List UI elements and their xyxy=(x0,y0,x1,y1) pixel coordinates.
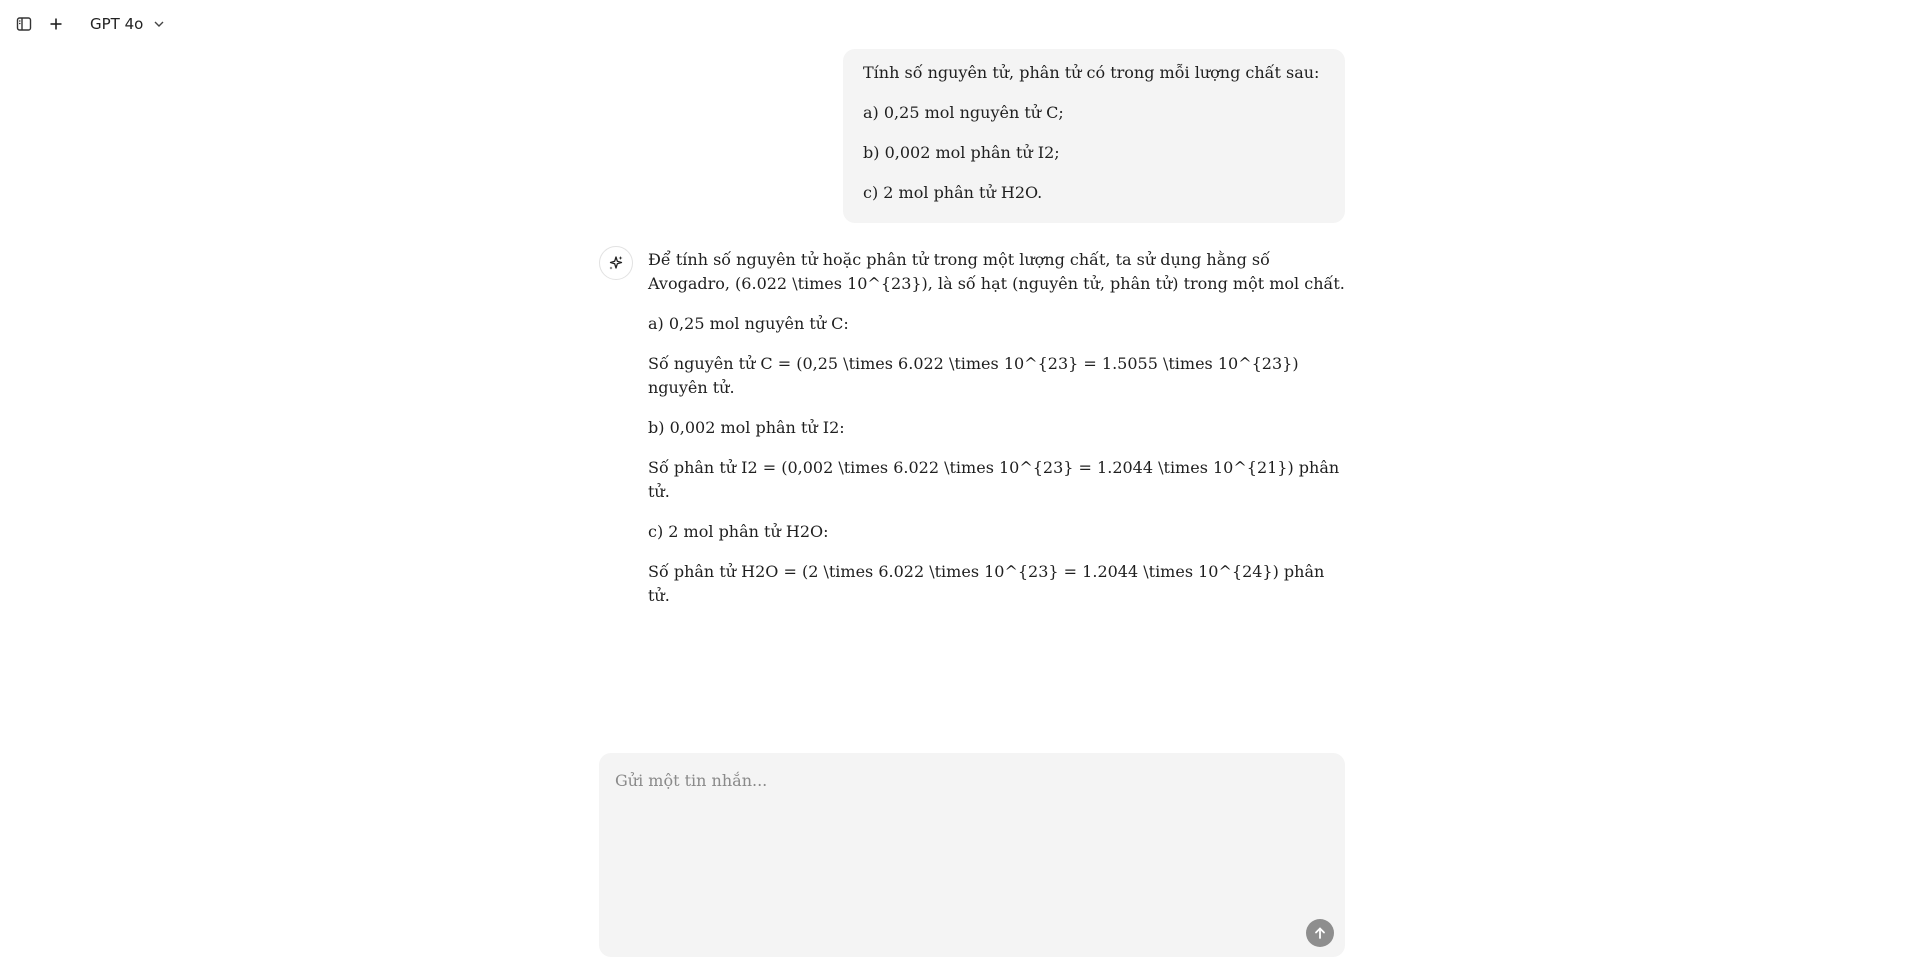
assistant-paragraph: c) 2 mol phân tử H2O: xyxy=(648,522,829,541)
assistant-avatar xyxy=(599,246,633,280)
assistant-paragraph: Để tính số nguyên tử hoặc phân tử trong một lượng chất, ta sử dụng hằng số Avogadro, (6.022 \times 10^{23}), là số hạt (nguyên tử, phân tử) trong một mol chất. xyxy=(648,250,1345,293)
assistant-paragraph: a) 0,25 mol nguyên tử C: xyxy=(648,314,849,333)
sparkle-icon xyxy=(607,254,625,272)
arrow-up-icon xyxy=(1313,926,1327,940)
chevron-down-icon xyxy=(153,18,165,30)
message-input[interactable] xyxy=(615,769,1315,909)
user-message-line: b) 0,002 mol phân tử I2; xyxy=(863,143,1060,162)
new-chat-button[interactable] xyxy=(42,10,70,38)
sidebar-toggle-button[interactable] xyxy=(10,10,38,38)
assistant-paragraph: Số phân tử H2O = (2 \times 6.022 \times 10^{23} = 1.2044 \times 10^{24}) phân tử. xyxy=(648,562,1325,605)
send-button[interactable] xyxy=(1306,919,1334,947)
sidebar-toggle-icon xyxy=(16,16,32,32)
message-composer xyxy=(599,753,1345,957)
user-message-line: Tính số nguyên tử, phân tử có trong mỗi lượng chất sau: xyxy=(863,63,1320,82)
assistant-paragraph: b) 0,002 mol phân tử I2: xyxy=(648,418,845,437)
assistant-paragraph: Số nguyên tử C = (0,25 \times 6.022 \times 10^{23} = 1.5055 \times 10^{23}) nguyên tử. xyxy=(648,354,1299,397)
user-message-line: a) 0,25 mol nguyên tử C; xyxy=(863,103,1064,122)
assistant-paragraph: Số phân tử I2 = (0,002 \times 6.022 \times 10^{23} = 1.2044 \times 10^{21}) phân tử. xyxy=(648,458,1340,501)
top-bar xyxy=(0,0,1920,48)
user-message-bubble xyxy=(843,49,1345,223)
plus-icon xyxy=(49,17,63,31)
model-selector[interactable] xyxy=(86,11,169,37)
model-name: GPT 4o xyxy=(90,15,144,33)
assistant-message xyxy=(648,248,1348,624)
user-message-line: c) 2 mol phân tử H2O. xyxy=(863,183,1043,202)
